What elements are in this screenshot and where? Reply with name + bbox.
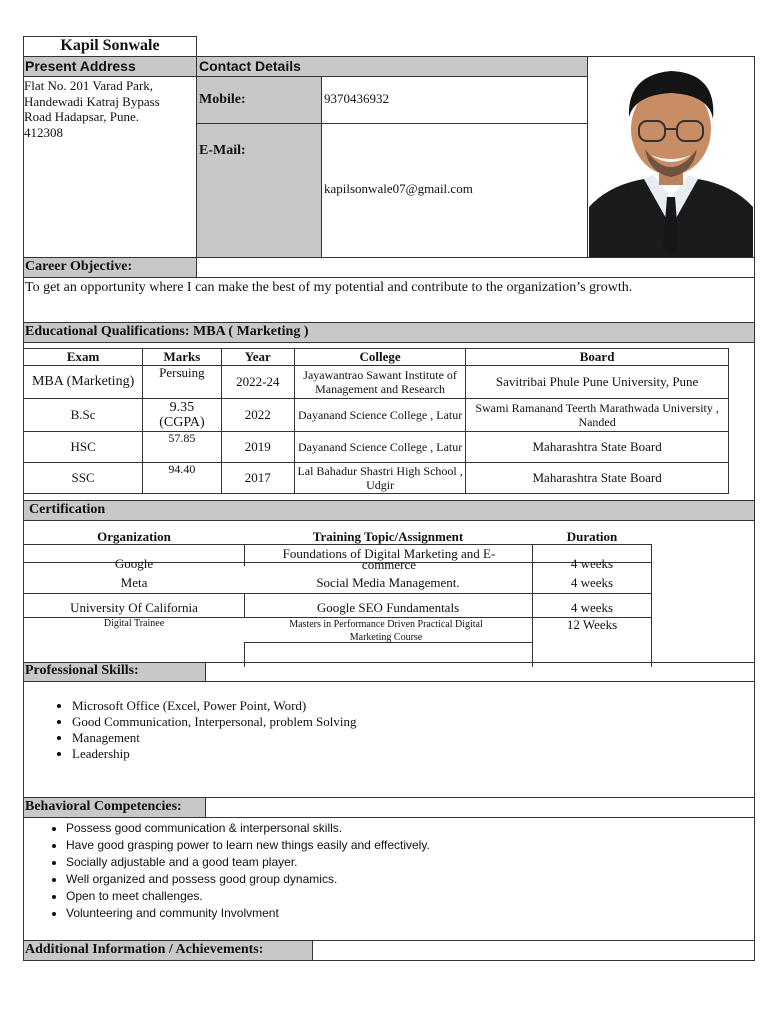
column-header: College (294, 349, 465, 366)
table-header-row (24, 349, 729, 366)
cert-topic: Masters in Performance Driven Practical Digital Marketing Course (289, 619, 483, 643)
list-item: • Good Communication, Interpersonal, problem Solving (72, 714, 357, 730)
year-cell: 2022 (221, 399, 294, 432)
profile-photo (589, 57, 753, 257)
column-header: Marks (143, 349, 221, 366)
mobile-label: Mobile: (199, 92, 246, 107)
list-item: • Microsoft Office (Excel, Power Point, Word) (72, 698, 357, 714)
additional-info-label: Additional Information / Achievements: (25, 942, 264, 957)
column-header: Exam (24, 349, 143, 366)
list-item: • Volunteering and community Involvment (66, 905, 430, 922)
year-cell: 2022-24 (221, 366, 294, 399)
cert-header-duration: Duration (566, 529, 618, 544)
list-item: • Have good grasping power to learn new things easily and effectively. (66, 837, 430, 854)
education-label: Educational Qualifications: MBA ( Marketing ) (25, 324, 309, 339)
exam-cell: HSC (24, 432, 143, 463)
table-row (24, 463, 729, 494)
cert-header-organization: Organization (97, 529, 171, 544)
cert-duration: 12 Weeks (566, 617, 618, 632)
certification-label: Certification (29, 502, 106, 517)
exam-cell: B.Sc (24, 399, 143, 432)
career-objective-text: To get an opportunity where I can make the best of my potential and contribute to the organization’s growth. (25, 280, 633, 295)
cert-org: University Of California (70, 600, 198, 615)
column-header: Year (221, 349, 294, 366)
college-cell: Dayanand Science College , Latur (294, 432, 465, 463)
college-cell: Lal Bahadur Shastri High School , Udgir (294, 463, 465, 494)
skills-list (24, 698, 357, 762)
exam-cell: SSC (24, 463, 143, 494)
table-row (24, 432, 729, 463)
list-item: • Well organized and possess good group dynamics. (66, 871, 430, 888)
cert-duration: 4 weeks (570, 556, 614, 571)
cert-topic: Social Media Management. (316, 575, 460, 590)
board-cell: Maharashtra State Board (466, 463, 729, 494)
list-item: • Leadership (72, 746, 357, 762)
list-item: • Socially adjustable and a good team player. (66, 854, 430, 871)
contact-details-label: Contact Details (199, 58, 301, 74)
address-line: Road Hadapsar, Pune. (24, 109, 140, 124)
address-line: Flat No. 201 Varad Park, (24, 78, 154, 93)
professional-skills-label: Professional Skills: (25, 663, 139, 678)
exam-cell: MBA (Marketing) (24, 366, 143, 399)
board-cell: Savitribai Phule Pune University, Pune (466, 366, 729, 399)
board-cell: Swami Ramanand Teerth Marathwada University , Nanded (466, 399, 729, 432)
column-header: Board (466, 349, 729, 366)
email-value: kapilsonwale07@gmail.com (324, 181, 473, 196)
cert-header-topic: Training Topic/Assignment (312, 529, 464, 544)
year-cell: 2017 (221, 463, 294, 494)
marks-cell: 9.35 (CGPA) (143, 399, 221, 432)
list-item: • Possess good communication & interpersonal skills. (66, 820, 430, 837)
cert-org: Digital Trainee (103, 618, 165, 629)
cert-topic: Google SEO Fundamentals (316, 600, 460, 615)
marks-cell: 94.40 (143, 463, 221, 494)
address-text (24, 78, 196, 140)
board-cell: Maharashtra State Board (466, 432, 729, 463)
certification-bar (23, 500, 755, 521)
behavioral-list (18, 820, 430, 922)
marks-cell: Persuing (143, 366, 221, 399)
college-cell: Dayanand Science College , Latur (294, 399, 465, 432)
list-item: • Management (72, 730, 357, 746)
behavioral-label: Behavioral Competencies: (25, 799, 182, 814)
mobile-value: 9370436932 (324, 91, 389, 106)
cert-topic: Foundations of Digital Marketing and E-commerce (282, 546, 496, 572)
year-cell: 2019 (221, 432, 294, 463)
candidate-name: Kapil Sonwale (60, 37, 160, 54)
list-item: • Open to meet challenges. (66, 888, 430, 905)
table-row (24, 399, 729, 432)
education-table (23, 348, 729, 494)
college-cell: Jayawantrao Sawant Institute of Management and Research (294, 366, 465, 399)
address-line: 412308 (24, 124, 63, 140)
cert-duration: 4 weeks (570, 575, 614, 590)
address-line: Handewadi Katraj Bypass (24, 93, 160, 109)
marks-cell: 57.85 (143, 432, 221, 463)
present-address-label: Present Address (25, 58, 136, 74)
cert-org: Google (114, 556, 154, 571)
table-row (24, 366, 729, 399)
cert-duration: 4 weeks (570, 600, 614, 615)
cert-org: Meta (120, 575, 148, 590)
email-label: E-Mail: (199, 143, 246, 158)
career-objective-label: Career Objective: (25, 259, 133, 274)
